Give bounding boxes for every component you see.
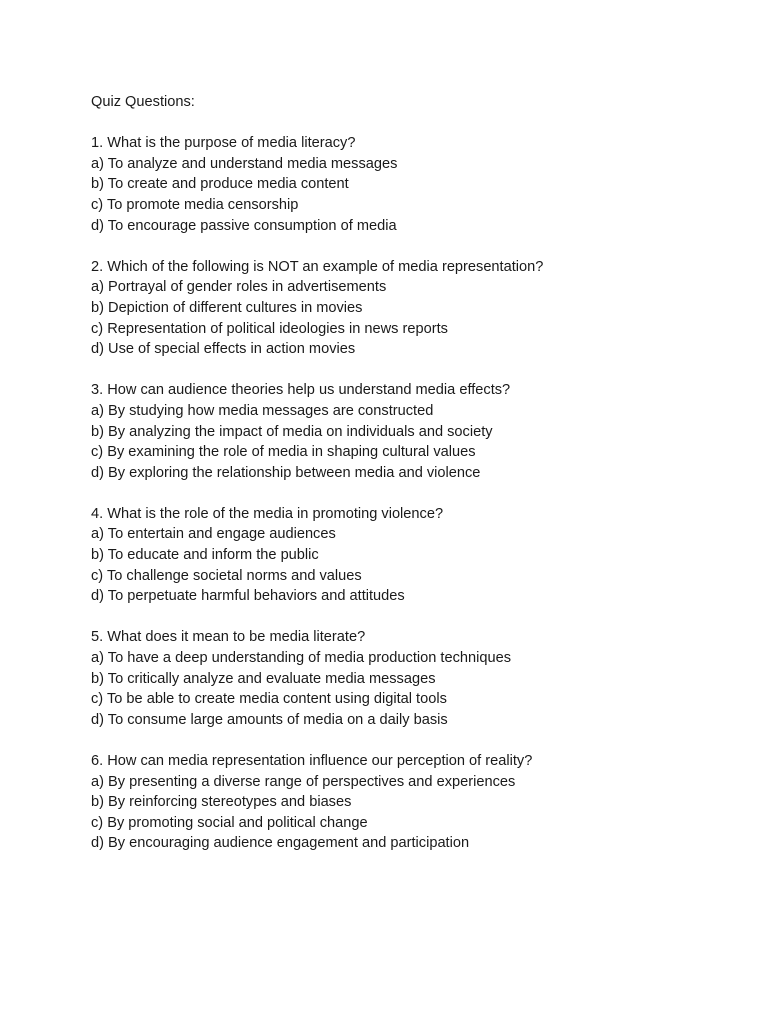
answer-option: d) By encouraging audience engagement and participation — [91, 835, 470, 852]
answer-option: b) To educate and inform the public — [91, 547, 319, 564]
question-block — [91, 627, 751, 730]
answer-option: a) Portrayal of gender roles in advertisements — [91, 279, 387, 296]
answer-option: c) Representation of political ideologies in news reports — [91, 320, 448, 337]
question-block — [91, 380, 751, 483]
document-page — [91, 92, 751, 875]
question-prompt: 6. How can media representation influence our perception of reality? — [91, 753, 533, 769]
question-block — [91, 751, 751, 854]
answer-option: a) By studying how media messages are constructed — [91, 402, 434, 419]
question-prompt: 2. Which of the following is NOT an example of media representation? — [91, 258, 544, 275]
answer-option: d) Use of special effects in action movies — [91, 341, 356, 358]
answer-option: a) To entertain and engage audiences — [91, 526, 336, 543]
answer-option: b) By analyzing the impact of media on individuals and society — [91, 423, 493, 440]
answer-option: a) To analyze and understand media messages — [91, 155, 398, 172]
question-block — [91, 257, 751, 360]
question-prompt: 1. What is the purpose of media literacy? — [91, 135, 356, 152]
question-block — [91, 504, 751, 607]
answer-option: b) By reinforcing stereotypes and biases — [91, 794, 352, 811]
answer-option: b) Depiction of different cultures in movies — [91, 299, 363, 316]
answer-option: d) By exploring the relationship between media and violence — [91, 464, 481, 481]
answer-option: d) To encourage passive consumption of media — [91, 217, 397, 234]
answer-option: b) To create and produce media content — [91, 176, 349, 193]
question-block — [91, 133, 751, 236]
answer-option: a) To have a deep understanding of media production techniques — [91, 650, 512, 667]
answer-option: c) To promote media censorship — [91, 196, 299, 213]
answer-option: c) By promoting social and political change — [91, 814, 368, 831]
answer-option: b) To critically analyze and evaluate media messages — [91, 670, 436, 687]
answer-option: c) To challenge societal norms and values — [91, 567, 362, 584]
question-prompt: 4. What is the role of the media in promoting violence? — [91, 505, 444, 522]
answer-option: a) By presenting a diverse range of perspectives and experiences — [91, 773, 516, 790]
answer-option: c) By examining the role of media in shaping cultural values — [91, 444, 476, 461]
document-title: Quiz Questions: — [91, 94, 195, 110]
answer-option: d) To perpetuate harmful behaviors and attitudes — [91, 588, 405, 605]
answer-option: d) To consume large amounts of media on a daily basis — [91, 711, 448, 728]
answer-option: c) To be able to create media content using digital tools — [91, 691, 447, 708]
question-prompt: 5. What does it mean to be media literate? — [91, 629, 366, 646]
question-prompt: 3. How can audience theories help us understand media effects? — [91, 382, 511, 399]
